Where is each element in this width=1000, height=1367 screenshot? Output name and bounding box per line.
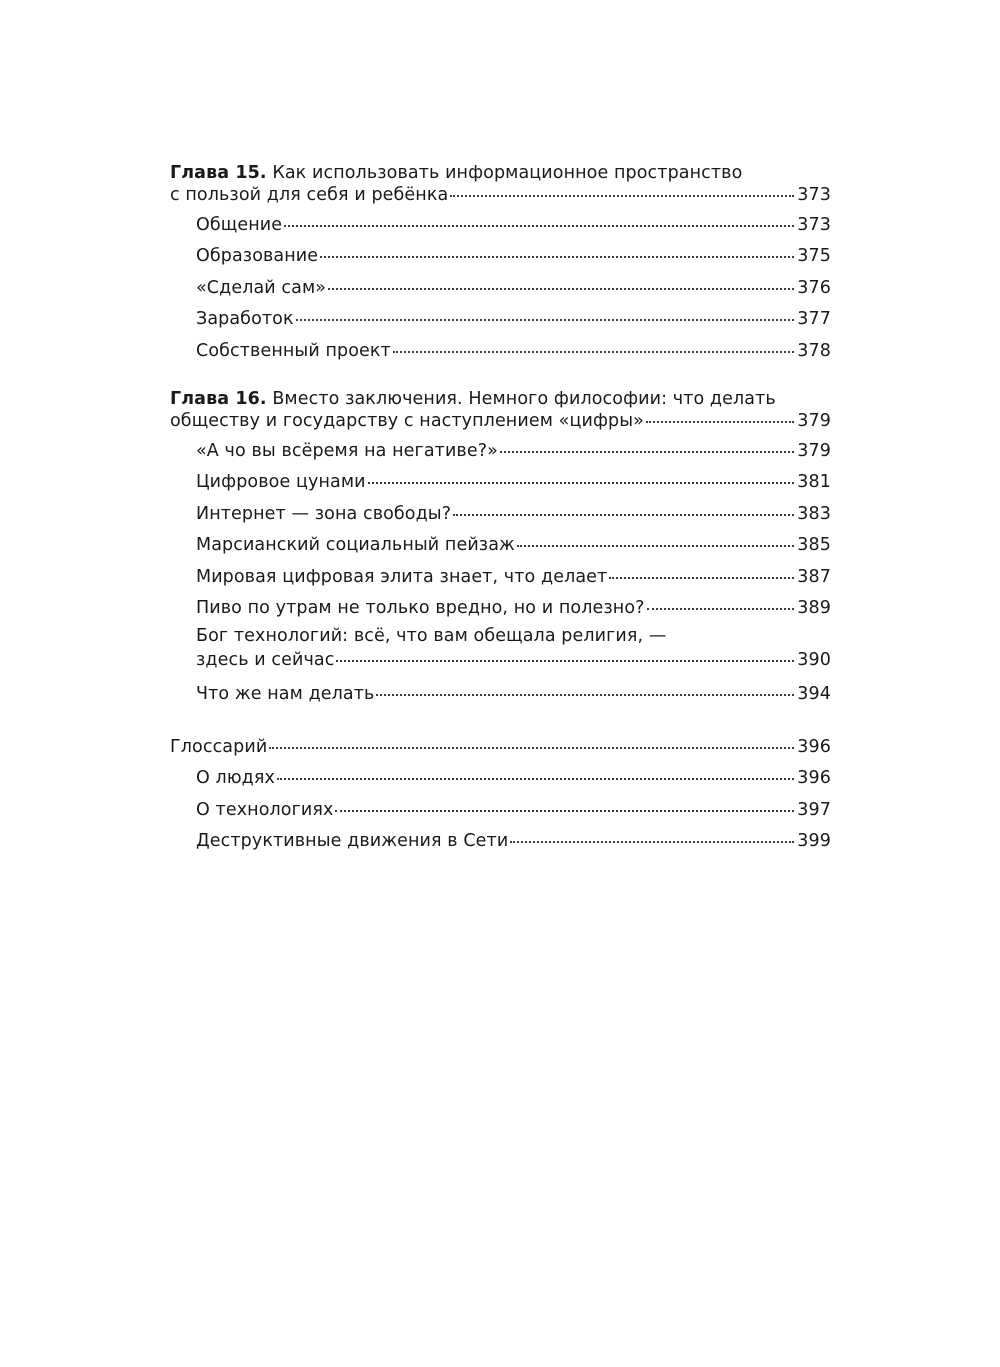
dot-leader — [328, 287, 794, 290]
toc-entry-title: Мировая цифровая элита знает, что делает — [196, 566, 608, 587]
toc-entry-title: О технологиях — [196, 799, 334, 820]
toc-entry-page: 373 — [797, 215, 831, 235]
toc-entry-page: 385 — [797, 535, 831, 556]
toc-entry — [170, 826, 831, 857]
chapter-15-heading — [170, 162, 831, 206]
toc-entry-page: 381 — [797, 472, 831, 493]
toc-entry — [170, 679, 831, 710]
chapter-16-title-line-1 — [170, 388, 831, 410]
dot-leader — [510, 840, 794, 843]
dot-leader — [517, 544, 794, 547]
chapter-16-page: 379 — [797, 411, 831, 432]
toc-entry-page: 378 — [797, 340, 831, 361]
toc-entry-page: 396 — [797, 768, 831, 789]
toc-entry-title: «А чо вы всёремя на негативе?» — [196, 441, 498, 462]
toc-entry-title-line-1: Бог технологий: всё, что вам обещала религия, — — [196, 626, 667, 647]
toc-entry-title: Общение — [196, 215, 283, 235]
chapter-16-title-text-2: обществу и государству с наступлением «цифры» — [170, 411, 644, 432]
toc-entry-page: 375 — [797, 246, 831, 267]
chapter-16-label: Глава 16. — [170, 389, 267, 410]
toc-entry-page: 389 — [797, 598, 831, 619]
toc-entry-line-2 — [170, 648, 831, 672]
toc-entry-title: Заработок — [196, 309, 294, 330]
toc-entry — [170, 336, 831, 367]
toc-entry — [170, 763, 831, 794]
glossary-page: 396 — [797, 736, 831, 757]
toc-entry — [170, 467, 831, 498]
toc-entry-page: 387 — [797, 566, 831, 587]
toc-entry-title-line-2: здесь и сейчас — [196, 650, 335, 671]
toc-entry-title: О людях — [196, 768, 275, 789]
toc-entry-title: Образование — [196, 246, 319, 267]
toc-entry-title: Собственный проект — [196, 340, 391, 361]
dot-leader — [500, 450, 794, 453]
chapter-16-title-text: Вместо заключения. Немного философии: что делать — [266, 389, 776, 410]
toc-entry-title: Интернет — зона свободы? — [196, 503, 452, 524]
dot-leader — [335, 809, 794, 812]
chapter-15-section — [170, 162, 831, 367]
chapter-15-label: Глава 15. — [170, 163, 267, 183]
chapter-15-title-text-2: с пользой для себя и ребёнка — [170, 185, 449, 205]
toc-entry-title: Что же нам делать — [196, 684, 375, 705]
toc-entry-title: Марсианский социальный пейзаж — [196, 535, 515, 556]
toc-entry-title: «Сделай сам» — [196, 277, 327, 298]
toc-entry-page: 399 — [797, 831, 831, 852]
dot-leader — [450, 194, 794, 197]
table-of-contents — [170, 162, 831, 879]
glossary-section — [170, 732, 831, 858]
toc-entry — [170, 241, 831, 272]
dot-leader — [269, 746, 794, 749]
toc-entry-title: Деструктивные движения в Сети — [196, 831, 509, 852]
toc-entry-page: 377 — [797, 309, 831, 330]
glossary-title: Глоссарий — [170, 736, 268, 757]
toc-entry-page: 379 — [797, 441, 831, 462]
toc-entry-title: Пиво по утрам не только вредно, но и полезно? — [196, 598, 645, 619]
dot-leader — [320, 255, 794, 258]
chapter-16-title-line-2 — [170, 410, 831, 432]
toc-entry — [170, 273, 831, 304]
chapter-15-title-text: Как использовать информационное пространство — [266, 163, 743, 183]
toc-entry — [170, 304, 831, 335]
dot-leader — [393, 350, 794, 353]
chapter-15-title-line-2 — [170, 184, 831, 206]
toc-entry — [170, 210, 831, 241]
toc-entry-page: 397 — [797, 799, 831, 820]
dot-leader — [453, 513, 794, 516]
toc-entry — [170, 436, 831, 467]
dot-leader — [647, 607, 795, 610]
dot-leader — [376, 693, 794, 696]
toc-entry — [170, 593, 831, 624]
dot-leader — [646, 420, 794, 423]
dot-leader — [336, 659, 794, 662]
dot-leader — [609, 576, 794, 579]
toc-entry-page: 390 — [797, 650, 831, 671]
toc-entry — [170, 530, 831, 561]
toc-entry-title: Цифровое цунами — [196, 472, 366, 493]
dot-leader — [296, 318, 795, 321]
chapter-15-title-line-1 — [170, 162, 831, 184]
toc-entry-page: 383 — [797, 503, 831, 524]
toc-entry-page: 376 — [797, 277, 831, 298]
toc-entry — [170, 499, 831, 530]
glossary-heading — [170, 732, 831, 763]
dot-leader — [284, 224, 794, 227]
chapter-16-heading — [170, 388, 831, 432]
toc-entry — [170, 562, 831, 593]
toc-entry — [170, 795, 831, 826]
dot-leader — [368, 481, 795, 484]
toc-entry-multiline — [170, 624, 831, 672]
toc-entry-page: 394 — [797, 684, 831, 705]
chapter-15-page: 373 — [797, 185, 831, 205]
chapter-16-section — [170, 388, 831, 711]
dot-leader — [277, 777, 794, 780]
